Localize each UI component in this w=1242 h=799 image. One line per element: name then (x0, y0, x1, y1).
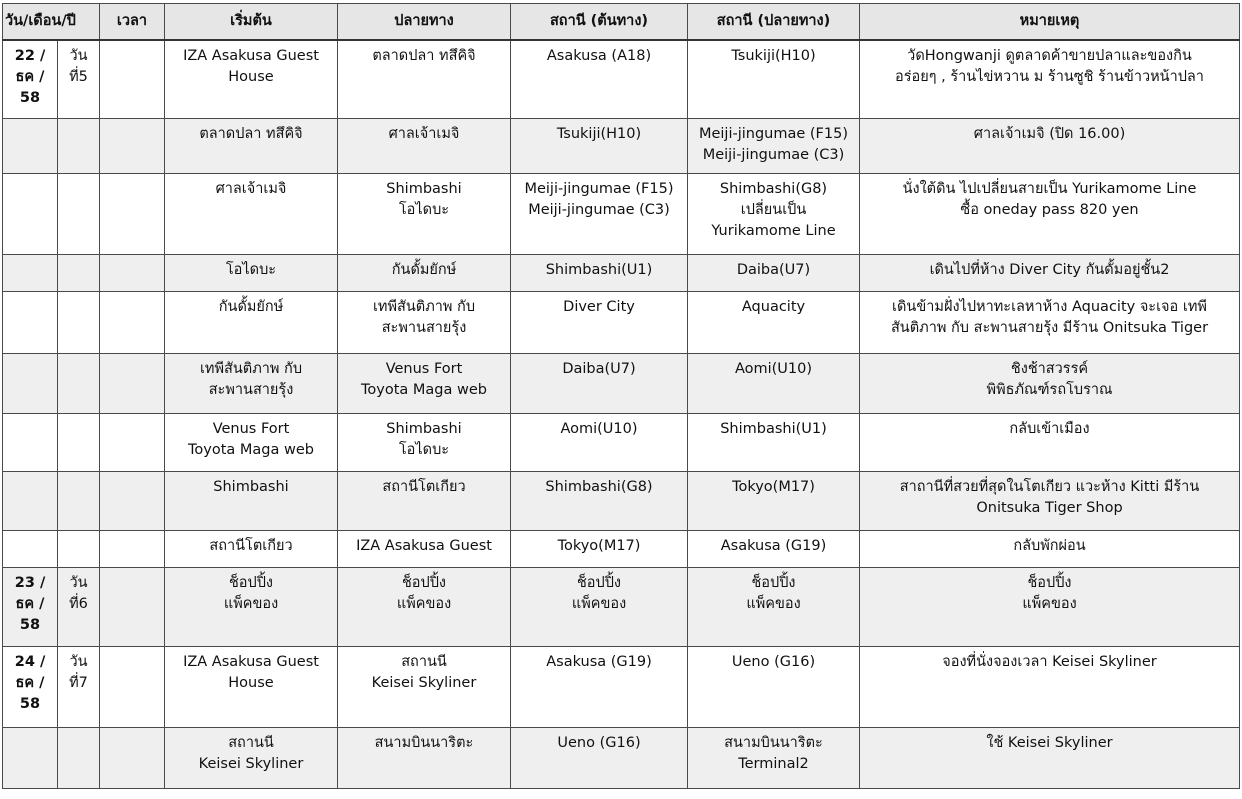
date-cell (3, 173, 58, 254)
destination-cell-text: ช็อปปิ้ง แพ็คของ (396, 574, 452, 612)
date-cell-text (3, 292, 57, 297)
destination-cell (338, 530, 511, 567)
day-cell-text: วัน ที่6 (69, 574, 88, 612)
station-to-cell (688, 530, 860, 567)
station-to-cell (688, 413, 860, 471)
destination-cell-text: สถานีโตเกียว (382, 478, 466, 495)
station-to-cell (688, 646, 860, 727)
note-cell-text: ใช้ Keisei Skyliner (986, 734, 1113, 751)
time-cell (100, 40, 165, 118)
table-row (3, 40, 1240, 118)
destination-cell (338, 646, 511, 727)
time-cell (100, 567, 165, 646)
note-cell (860, 413, 1240, 471)
start-cell (165, 173, 338, 254)
station-from-cell-text: Shimbashi(U1) (545, 261, 653, 278)
time-cell-text (100, 41, 164, 46)
start-cell (165, 727, 338, 788)
day-cell (58, 291, 100, 353)
time-cell (100, 646, 165, 727)
start-cell (165, 646, 338, 727)
station-to-cell (688, 471, 860, 530)
note-cell-text: ช็อปปิ้ง แพ็คของ (1022, 574, 1077, 612)
note-cell (860, 291, 1240, 353)
date-cell-text (3, 119, 57, 124)
day-cell-text (58, 531, 99, 536)
day-cell (58, 567, 100, 646)
destination-cell-text: สนามบินนาริตะ (374, 734, 474, 751)
date-cell (3, 40, 58, 118)
start-cell-text: ศาลเจ้าเมจิ (215, 180, 287, 197)
station-to-cell (688, 173, 860, 254)
destination-cell-text: ตลาดปลา ทสึคิจิ (372, 48, 476, 64)
note-cell (860, 173, 1240, 254)
station-to-cell-text: Ueno (G16) (731, 653, 816, 670)
note-cell (860, 646, 1240, 727)
date-cell (3, 727, 58, 788)
destination-cell (338, 118, 511, 173)
destination-cell (338, 471, 511, 530)
day-cell (58, 530, 100, 567)
station-from-cell-text: Aomi(U10) (560, 420, 638, 437)
station-to-cell-text: Tsukiji(H10) (731, 48, 816, 64)
table-body (3, 40, 1240, 788)
station-from-cell-text: Asakusa (G19) (546, 653, 652, 670)
day-cell-text (58, 255, 99, 260)
table-row (3, 254, 1240, 291)
station-to-cell-text: สนามบินนาริตะ Terminal2 (724, 734, 823, 772)
date-cell-text (3, 255, 57, 260)
header-start: เริ่มต้น (165, 4, 338, 41)
start-cell (165, 567, 338, 646)
note-cell (860, 118, 1240, 173)
header-note: หมายเหตุ (860, 4, 1240, 41)
time-cell (100, 173, 165, 254)
note-cell-text: ศาลเจ้าเมจิ (ปิด 16.00) (973, 125, 1126, 142)
station-to-cell-text: Aomi(U10) (734, 360, 813, 377)
note-cell (860, 727, 1240, 788)
day-cell (58, 646, 100, 727)
destination-cell (338, 413, 511, 471)
note-cell (860, 353, 1240, 413)
day-cell-text: วัน ที่7 (69, 653, 88, 691)
station-from-cell (511, 567, 688, 646)
date-cell (3, 291, 58, 353)
date-cell (3, 530, 58, 567)
day-cell-text (58, 472, 99, 477)
station-from-cell (511, 727, 688, 788)
station-from-cell (511, 291, 688, 353)
station-to-cell (688, 291, 860, 353)
date-cell-text (3, 531, 57, 536)
station-to-cell-text: Aquacity (741, 298, 806, 315)
date-cell-text (3, 354, 57, 359)
itinerary-table (2, 3, 1240, 789)
start-cell-text: โอไดบะ (225, 261, 277, 278)
station-from-cell (511, 646, 688, 727)
start-cell (165, 291, 338, 353)
note-cell-text: นั่งใต้ดิน ไปเปลี่ยนสายเป็น Yurikamome Line ซื้อ oneday pass 820 yen (902, 180, 1197, 218)
time-cell-text (100, 174, 164, 179)
time-cell (100, 413, 165, 471)
time-cell-text (100, 647, 164, 652)
day-cell (58, 353, 100, 413)
station-to-cell (688, 254, 860, 291)
table-row (3, 353, 1240, 413)
day-cell-text (58, 292, 99, 297)
note-cell-text: จองที่นั่งจองเวลา Keisei Skyliner (942, 653, 1157, 670)
time-cell-text (100, 568, 164, 573)
date-cell (3, 353, 58, 413)
destination-cell-text: Venus Fort Toyota Maga web (361, 360, 487, 398)
note-cell-text: กลับพักผ่อน (1013, 537, 1086, 554)
time-cell-text (100, 531, 164, 536)
date-cell-text: 22 / ธค / 58 (14, 48, 46, 106)
day-cell (58, 118, 100, 173)
station-to-cell-text: Shimbashi(G8) เปลี่ยนเป็น Yurikamome Line (711, 180, 836, 239)
station-from-cell-text: Daiba(U7) (562, 360, 636, 377)
header-row (3, 4, 1240, 41)
time-cell (100, 353, 165, 413)
destination-cell-text: Shimbashi โอไดบะ (386, 180, 462, 218)
date-cell (3, 413, 58, 471)
day-cell (58, 471, 100, 530)
destination-cell-text: สถานนี Keisei Skyliner (371, 653, 477, 691)
date-cell-text (3, 414, 57, 419)
station-to-cell (688, 118, 860, 173)
time-cell-text (100, 119, 164, 124)
date-cell-text: 23 / ธค / 58 (14, 574, 46, 633)
destination-cell (338, 173, 511, 254)
time-cell (100, 727, 165, 788)
date-cell-text (3, 174, 57, 179)
destination-cell (338, 254, 511, 291)
start-cell-text: สถานีโตเกียว (209, 537, 293, 554)
station-from-cell (511, 254, 688, 291)
station-to-cell-text: ช็อปปิ้ง แพ็คของ (746, 574, 801, 612)
start-cell (165, 413, 338, 471)
note-cell (860, 40, 1240, 118)
station-from-cell (511, 413, 688, 471)
station-from-cell-text: Asakusa (A18) (546, 48, 652, 64)
table-row (3, 646, 1240, 727)
table-row (3, 567, 1240, 646)
destination-cell (338, 40, 511, 118)
destination-cell (338, 567, 511, 646)
start-cell-text: IZA Asakusa Guest House (183, 48, 319, 85)
note-cell (860, 530, 1240, 567)
destination-cell (338, 727, 511, 788)
time-cell-text (100, 354, 164, 359)
station-from-cell-text: ช็อปปิ้ง แพ็คของ (571, 574, 627, 612)
note-cell-text: กลับเข้าเมือง (1009, 420, 1090, 437)
table-row (3, 413, 1240, 471)
day-cell (58, 254, 100, 291)
day-cell (58, 173, 100, 254)
destination-cell-text: IZA Asakusa Guest (356, 537, 492, 554)
date-cell-text (3, 728, 57, 733)
start-cell (165, 353, 338, 413)
start-cell-text: สถานนี Keisei Skyliner (198, 734, 304, 772)
time-cell (100, 471, 165, 530)
station-from-cell (511, 40, 688, 118)
station-from-cell-text: Ueno (G16) (557, 734, 641, 751)
date-cell (3, 471, 58, 530)
time-cell-text (100, 292, 164, 297)
header-station-to: สถานี (ปลายทาง) (688, 4, 860, 41)
time-cell (100, 291, 165, 353)
start-cell-text: เทพีสันติภาพ กับ สะพานสายรุ้ง (199, 360, 303, 398)
station-to-cell (688, 727, 860, 788)
note-cell-text: เดินไปที่ห้าง Diver City กันดั้มอยู่ชั้น2 (929, 261, 1170, 278)
note-cell (860, 254, 1240, 291)
header-date: วัน/เดือน/ปี (3, 4, 100, 41)
start-cell (165, 118, 338, 173)
station-from-cell-text: Shimbashi(G8) (545, 478, 653, 495)
day-cell-text: วัน ที่5 (69, 48, 88, 85)
station-to-cell-text: Asakusa (G19) (720, 537, 827, 554)
day-cell-text (58, 354, 99, 359)
destination-cell-text: กันดั้มยักษ์ (391, 261, 457, 278)
day-cell (58, 413, 100, 471)
header-destination: ปลายทาง (338, 4, 511, 41)
destination-cell-text: เทพีสันติภาพ กับ สะพานสายรุ้ง (372, 298, 476, 336)
note-cell-text: วัดHongwanji ดูตลาดค้าขายปลาและของกิน อร่อยๆ , ร้านไข่หวาน ม ร้านซูชิ ร้านข้าวหน้าปลา (895, 48, 1204, 85)
station-from-cell (511, 173, 688, 254)
station-to-cell (688, 40, 860, 118)
station-to-cell-text: Shimbashi(U1) (720, 420, 827, 437)
date-cell-text: 24 / ธค / 58 (14, 653, 46, 712)
date-cell (3, 118, 58, 173)
destination-cell (338, 291, 511, 353)
station-from-cell-text: Tokyo(M17) (557, 537, 641, 554)
destination-cell (338, 353, 511, 413)
time-cell-text (100, 414, 164, 419)
start-cell-text: IZA Asakusa Guest House (183, 653, 319, 691)
destination-cell-text: Shimbashi โอไดบะ (386, 420, 462, 458)
start-cell-text: ช็อปปิ้ง แพ็คของ (223, 574, 279, 612)
station-from-cell (511, 118, 688, 173)
table-row (3, 471, 1240, 530)
day-cell (58, 40, 100, 118)
start-cell-text: ตลาดปลา ทสึคิจิ (199, 125, 303, 142)
header-station-from: สถานี (ต้นทาง) (511, 4, 688, 41)
day-cell-text (58, 119, 99, 124)
station-from-cell (511, 530, 688, 567)
station-from-cell (511, 471, 688, 530)
table-row (3, 291, 1240, 353)
station-from-cell-text: Tsukiji(H10) (556, 125, 642, 142)
date-cell (3, 254, 58, 291)
station-to-cell (688, 567, 860, 646)
date-cell (3, 646, 58, 727)
destination-cell-text: ศาลเจ้าเมจิ (388, 125, 460, 142)
start-cell (165, 530, 338, 567)
note-cell (860, 471, 1240, 530)
station-from-cell-text: Diver City (563, 298, 635, 315)
time-cell (100, 254, 165, 291)
station-to-cell-text: Daiba(U7) (736, 261, 811, 278)
time-cell-text (100, 728, 164, 733)
time-cell-text (100, 255, 164, 260)
day-cell-text (58, 728, 99, 733)
start-cell-text: Shimbashi (213, 478, 289, 495)
header-time: เวลา (100, 4, 165, 41)
note-cell-text: เดินข้ามฝั่งไปหาทะเลหาห้าง Aquacity จะเจอ เทพี สันติภาพ กับ สะพานสายรุ้ง มีร้าน Onitsuka Tiger (890, 298, 1209, 336)
station-to-cell-text: Tokyo(M17) (732, 478, 815, 495)
time-cell (100, 530, 165, 567)
start-cell-text: Venus Fort Toyota Maga web (188, 420, 314, 458)
note-cell-text: สาถานีที่สวยที่สุดในโตเกียว แวะห้าง Kitti มีร้าน Onitsuka Tiger Shop (899, 478, 1200, 516)
table-row (3, 727, 1240, 788)
date-cell (3, 567, 58, 646)
station-from-cell-text: Meiji-jingumae (F15) Meiji-jingumae (C3) (524, 180, 674, 218)
start-cell (165, 254, 338, 291)
note-cell-text: ชิงช้าสวรรค์ พิพิธภัณฑ์รถโบราณ (986, 360, 1113, 398)
table-row (3, 118, 1240, 173)
day-cell-text (58, 414, 99, 419)
time-cell (100, 118, 165, 173)
time-cell-text (100, 472, 164, 477)
start-cell (165, 471, 338, 530)
date-cell-text (3, 472, 57, 477)
day-cell-text (58, 174, 99, 179)
table-row (3, 173, 1240, 254)
start-cell (165, 40, 338, 118)
table-row (3, 530, 1240, 567)
start-cell-text: กันดั้มยักษ์ (218, 298, 284, 315)
day-cell (58, 727, 100, 788)
station-from-cell (511, 353, 688, 413)
station-to-cell-text: Meiji-jingumae (F15) Meiji-jingumae (C3) (698, 125, 849, 163)
station-to-cell (688, 353, 860, 413)
note-cell (860, 567, 1240, 646)
